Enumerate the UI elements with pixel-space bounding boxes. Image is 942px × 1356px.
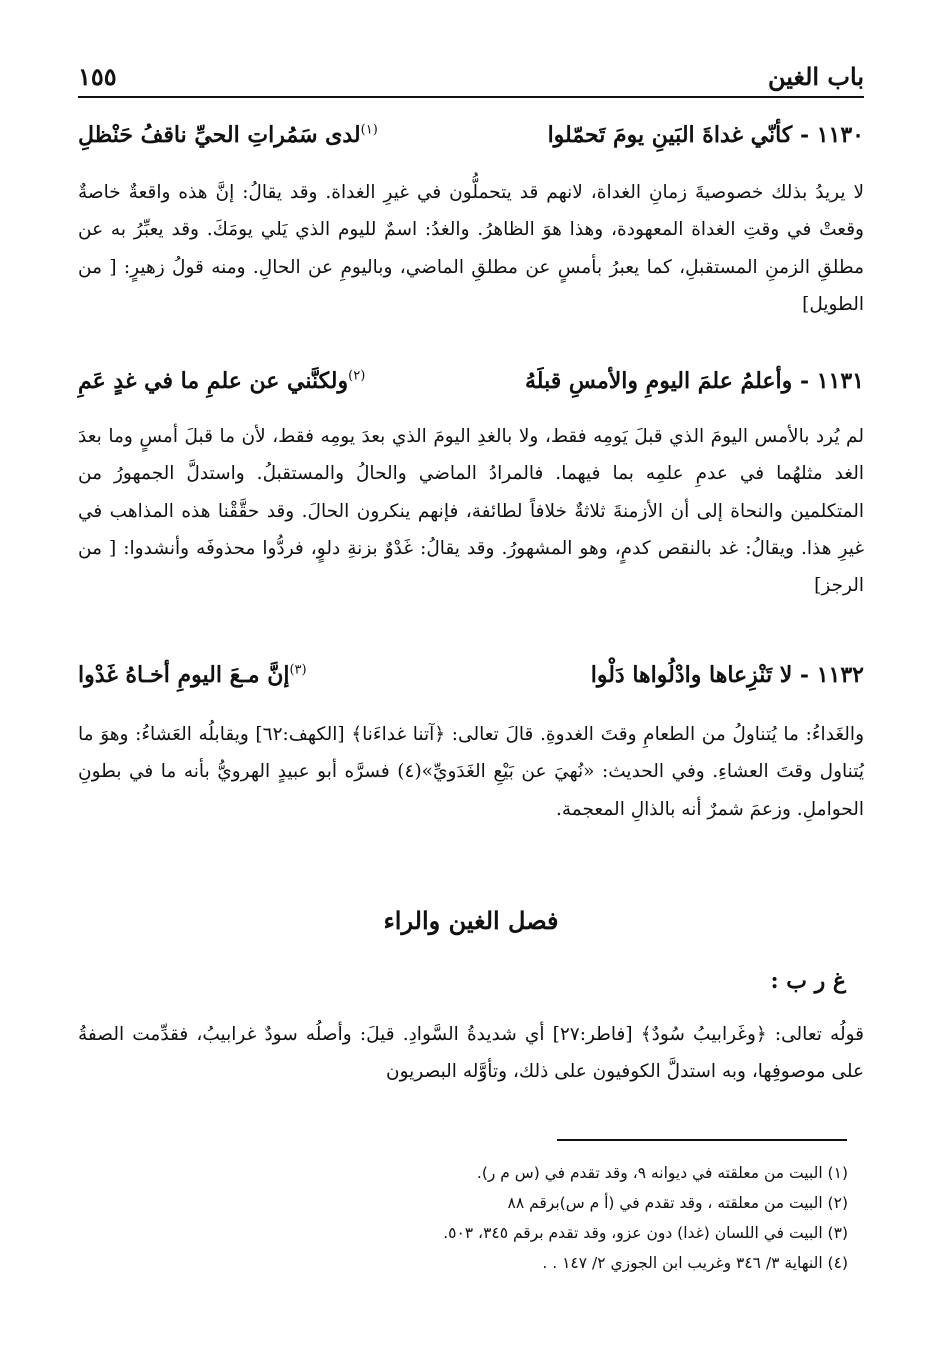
commentary-paragraph: قولُه تعالى: ﴿وغَرابيبُ سُودٌ﴾ [فاطر:٢٧] أي شديدةُ السَّوادِ. قيلَ: وأصلُه سودٌ غرابيبُ، فقدِّمت الصفةُ على موصوفِها، وبه استدلَّ الكوفيون على ذلك، وتأوَّله البصريون	[78, 1024, 864, 1083]
verse-1132	[78, 656, 864, 704]
footnote-ref: (٣)	[289, 662, 307, 678]
footnote: (٤) النهاية ٣/ ٣٤٦ وغريب ابن الجوزي ٢/ ١٤٧ . .	[542, 1254, 848, 1272]
footnote: (٢) البيت من معلقته ، وقد تقدم في (أ م س)برقم ٨٨	[507, 1194, 848, 1212]
footnote: (١) البيت من معلقته في ديوانه ٩، وقد تقدم في (س م ر).	[476, 1164, 848, 1182]
verse-1130	[78, 116, 864, 164]
commentary-paragraph: لا يريدُ بذلك خصوصيةَ زمانِ الغداة، لانهم قد يتحملُّون في غيرِ الغداة. وقد يقالُ: إنَّ هذه واقعةٌ خاصةٌ وقعتْ في وقتِ الغداة المعهودة، وهذا هوَ الظاهرُ. والغدُ: اسمٌ لليوم الذي يَلي يومَكَ. وقد يعبِّرُ به عن مطلقِ الزمنِ المستقبلِ، كما يعبرُ بأمسٍ عن مطلقِ الماضي، وباليومِ عن الحالِ. ومنه قولُ زهيرٍ: [ من الطويل]	[78, 182, 864, 315]
footnote-ref: (٢)	[348, 368, 366, 384]
verse-hemistich-second: $^{(١)}$لدى سَمُراتِ الحيِّ ناقفُ حَنْظلِ	[78, 122, 378, 148]
verse-hemistich-first: ١١٣١ - وأعلمُ علمَ اليومِ والأمسِ قبلَهُ	[525, 368, 864, 394]
footnote-rule	[557, 1139, 847, 1141]
section-title: فصل الغين والراء	[383, 906, 559, 935]
chapter-title: باب الغين	[767, 62, 864, 91]
verse-hemistich-first: ١١٣٢ - لا تَنْزِعاها وادْلُواها دَلْوا	[590, 662, 864, 688]
page-number: ١٥٥	[78, 62, 117, 91]
running-header	[78, 58, 864, 94]
commentary-paragraph: والغَداءُ: ما يُتناولُ من الطعامِ وقتَ الغدوةِ. قالَ تعالى: ﴿آتنا غداءَنا﴾ [الكهف:٦٢] ويقابلُه العَشاءُ: وهوَ ما يُتناول وقتَ العشاءِ. وفي الحديث: «نُهيَ عن بَيْعِ الغَدَويِّ»(٤) فسرَّه أبو عبيدٍ الهرويُّ بأنه ما في بطونِ الحواملِ. وزعمَ شمرٌ أنه بالذالِ المعجمة.	[78, 724, 865, 820]
verse-1131	[78, 362, 864, 410]
verse-hemistich-first: ١١٣٠ - كأنّي غداةَ البَينِ يومَ تَحمّلوا	[547, 122, 864, 148]
verse-hemistich-second: $^{(٢)}$ولكنَّني عن علمِ ما في غدٍ عَمِ	[78, 368, 366, 394]
header-rule	[78, 96, 864, 98]
footnote-ref: (١)	[360, 122, 378, 138]
footnote: (٣) البيت في اللسان (غدا) دون عزو، وقد تقدم برقم ٣٤٥، ٥٠٣.	[443, 1224, 848, 1242]
verse-hemistich-second: $^{(٣)}$إنَّ مـعَ اليومِ أخـاهُ غَدْوا	[78, 662, 307, 688]
commentary-paragraph: لم يُرد بالأمس اليومَ الذي قبلَ يَومِه فقط، ولا بالغدِ اليومَ الذي بعدَ يومِه فقط، لأن ما قبلَ أمسٍ وما بعدَ الغد مثلهُما في عدمِ علمِه بما فيهما. فالمرادُ الماضي والحالُ والمستقبلُ. واستدلَّ الجمهورُ من المتكلمين والنحاة إلى أن الأزمنةَ ثلاثةٌ خلافاً لطائفة، فإنهم ينكرون الحالَ. وقد حقَّقْنا هذه المذاهب في غيرِ هذا. ويقالُ: غد بالنقص كدمٍ، وهو المشهورُ. وقد يقالُ: غَدْوٌ بزنةِ دلوٍ، فردُّوا محذوفَه وأنشدوا: [ من الرجز]	[78, 426, 864, 597]
footnotes	[78, 1158, 848, 1278]
root-heading: غ ر ب :	[770, 968, 846, 994]
